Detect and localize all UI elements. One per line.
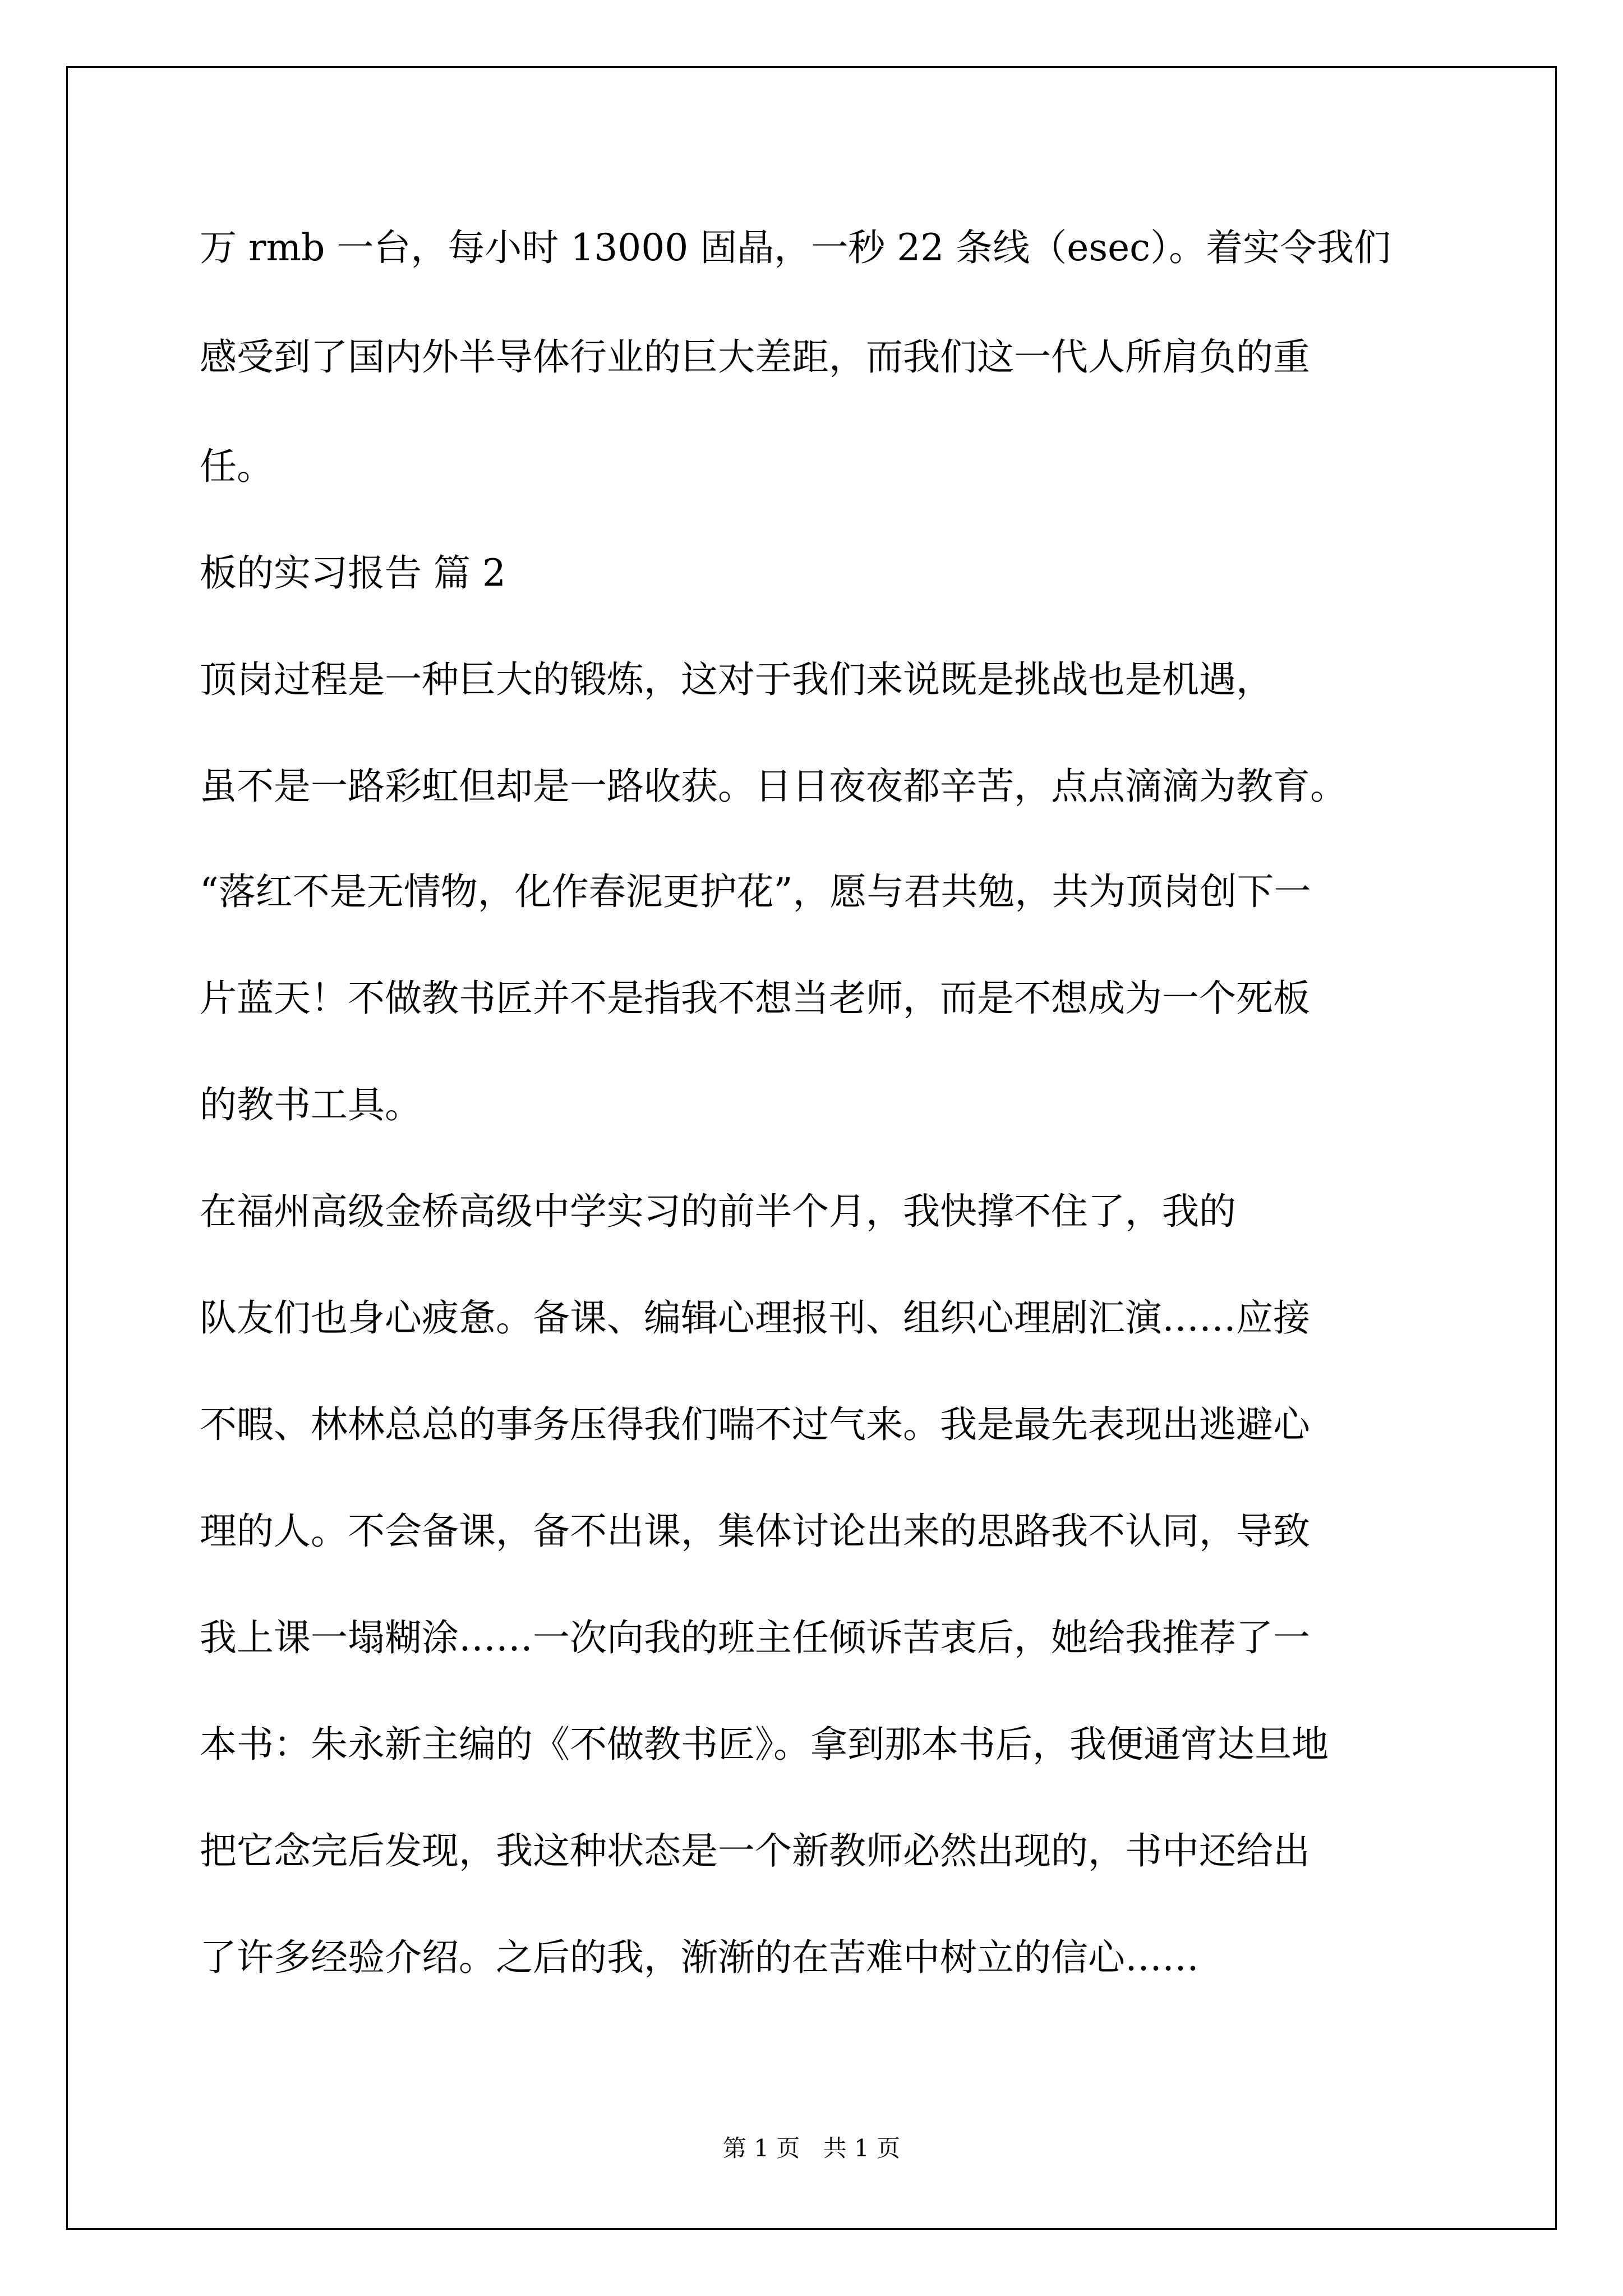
page-total: 共 1 页	[823, 2134, 901, 2162]
page-border	[66, 66, 1557, 2230]
body-line: 把它念完后发现，我这种状态是一个新教师必然出现的，书中还给出	[200, 1829, 1310, 1872]
body-line: 片蓝天！不做教书匠并不是指我不想当老师，而是不想成为一个死板	[200, 977, 1310, 1020]
body-line: 了许多经验介绍。之后的我，渐渐的在苦难中树立的信心……	[200, 1936, 1199, 1979]
body-line: “落红不是无情物，化作春泥更护花”，愿与君共勉，共为顶岗创下一	[200, 870, 1311, 913]
body-line: 虽不是一路彩虹但却是一路收获。日日夜夜都辛苦，点点滴滴为教育。	[200, 765, 1347, 808]
section-heading: 板的实习报告 篇 2	[200, 551, 506, 595]
body-line: 万 rmb 一台，每小时 13000 固晶，一秒 22 条线（esec）。着实令我们	[200, 226, 1391, 269]
body-line: 顶岗过程是一种巨大的锻炼，这对于我们来说既是挑战也是机遇，	[200, 658, 1273, 701]
body-line: 感受到了国内外半导体行业的巨大差距，而我们这一代人所肩负的重	[200, 335, 1310, 379]
page-number: 第 1 页	[722, 2134, 800, 2162]
body-line: 队友们也身心疲惫。备课、编辑心理报刊、组织心理剧汇演……应接	[200, 1296, 1310, 1340]
body-line: 不暇、林林总总的事务压得我们喘不过气来。我是最先表现出逃避心	[200, 1403, 1310, 1446]
body-line: 任。	[200, 445, 274, 488]
page-footer	[0, 2132, 1623, 2165]
body-line: 我上课一塌糊涂……一次向我的班主任倾诉苦衷后，她给我推荐了一	[200, 1616, 1310, 1659]
body-line: 本书：朱永新主编的《不做教书匠》。拿到那本书后，我便通宵达旦地	[200, 1723, 1329, 1766]
body-line: 在福州高级金桥高级中学实习的前半个月，我快撑不住了，我的	[200, 1190, 1236, 1233]
body-line: 的教书工具。	[200, 1083, 422, 1126]
body-line: 理的人。不会备课，备不出课，集体讨论出来的思路我不认同，导致	[200, 1510, 1310, 1553]
